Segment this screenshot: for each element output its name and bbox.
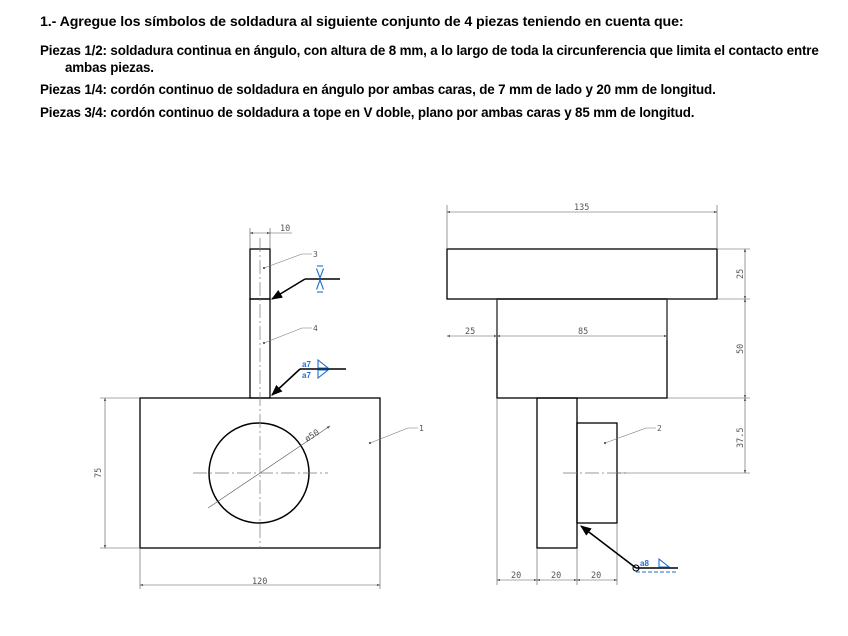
statement-line-pieces-1-2: Piezas 1/2: soldadura continua en ángulo, con altura de 8 mm, a lo largo de toda la circunferencia que limita el contacto entre ambas piezas. — [40, 43, 819, 75]
side-view — [447, 203, 750, 585]
part-label-4: 4 — [313, 324, 318, 333]
dim-top-width-label: 10 — [280, 224, 291, 234]
front-view — [94, 224, 424, 589]
weld-symbol-pieces-1-2 — [581, 526, 678, 572]
statement-line-pieces-3-4: Piezas 3/4: cordón continuo de soldadura a tope en V doble, plano por ambas caras y 85 mm de longitud. — [40, 105, 695, 120]
dim-overall-width-label: 135 — [574, 203, 590, 213]
weld-size-label-upper: a7 — [302, 360, 311, 369]
side-piece-3-outline — [447, 249, 717, 299]
weld-symbol-pieces-1-4 — [272, 360, 346, 395]
dim-base-height-label: 75 — [94, 467, 104, 478]
dim-mid-height-label: 50 — [736, 343, 746, 354]
statement-line-pieces-1-4: Piezas 1/4: cordón continuo de soldadura en ángulo por ambas caras, de 7 mm de lado y 20 mm de longitud. — [40, 82, 716, 97]
dim-bottom-left-label: 20 — [511, 571, 522, 581]
dim-offset-left-label: 25 — [465, 327, 476, 337]
part-label-3: 3 — [313, 250, 318, 259]
weld-size-label-lower: a7 — [302, 371, 311, 380]
dim-mid-width-label: 85 — [578, 327, 589, 337]
dim-bottom-widths — [497, 398, 617, 585]
dim-bottom-mid-label: 20 — [551, 571, 562, 581]
exercise-heading: 1.- Agregue los símbolos de soldadura al siguiente conjunto de 4 piezas teniendo en cuenta que: — [40, 14, 684, 30]
front-center-lines — [193, 238, 328, 548]
dim-offset-and-mid-width — [447, 299, 667, 340]
dim-base-width-label: 120 — [252, 577, 268, 587]
dim-top-height-label: 25 — [736, 268, 746, 279]
side-piece-4-outline — [497, 299, 667, 398]
dim-bottom-right-label: 20 — [591, 571, 602, 581]
part-label-2: 2 — [657, 424, 662, 433]
dim-right-vertical — [617, 249, 750, 473]
dim-base-height — [100, 398, 140, 548]
hole-diameter-label: ø50 — [303, 427, 322, 445]
dim-lower-height-label: 37.5 — [736, 427, 746, 448]
weld-size-label-a8: a8 — [640, 559, 649, 568]
part-label-1: 1 — [419, 424, 424, 433]
weld-symbol-pieces-3-4 — [272, 266, 340, 299]
front-part-leaders — [264, 254, 418, 443]
